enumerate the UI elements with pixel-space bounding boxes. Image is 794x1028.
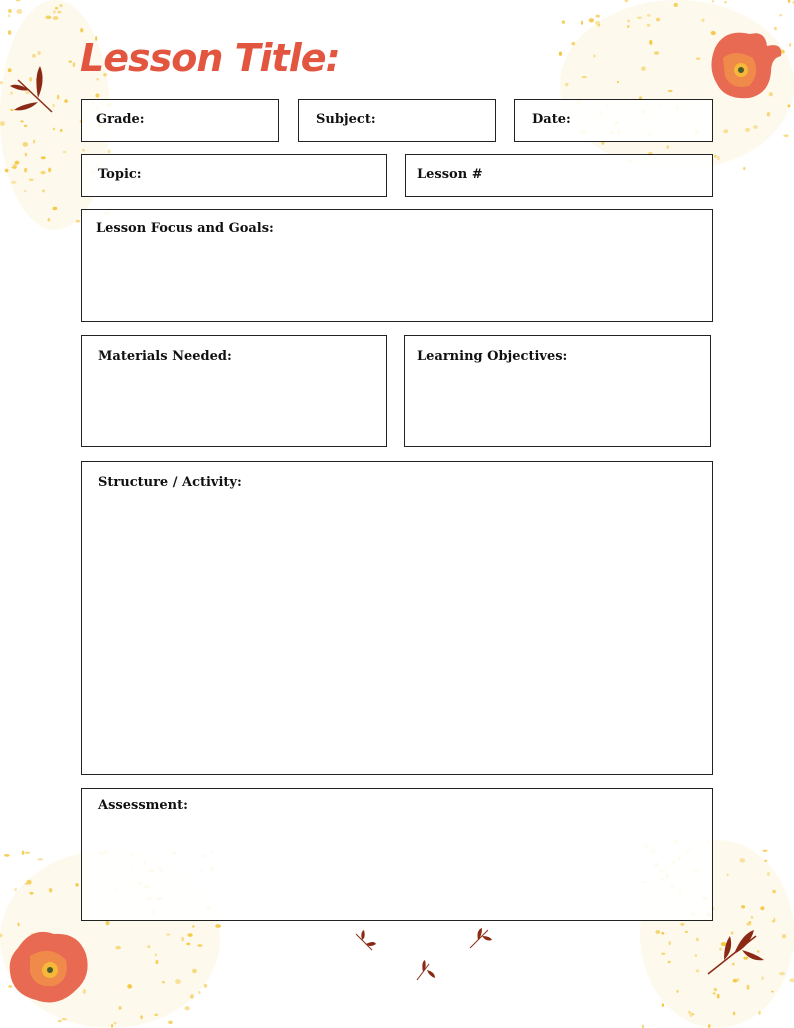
speckle-dot: [42, 189, 45, 192]
speckle-dot: [654, 51, 659, 54]
speckle-dot: [565, 83, 569, 87]
speckle-dot: [192, 925, 194, 927]
speckle-dot: [192, 969, 197, 974]
grade-label: Grade:: [96, 112, 145, 127]
speckle-dot: [114, 1022, 117, 1024]
speckle-dot: [41, 156, 46, 159]
speckle-dot: [627, 25, 630, 28]
speckle-dot: [147, 945, 150, 948]
speckle-dot: [763, 850, 768, 852]
speckle-dot: [649, 40, 652, 45]
speckle-dot: [748, 921, 751, 923]
speckle-dot: [198, 991, 200, 994]
speckle-dot: [15, 161, 20, 165]
speckle-dot: [23, 142, 29, 147]
speckle-dot: [733, 979, 738, 983]
speckle-dot: [55, 7, 59, 10]
speckle-dot: [717, 994, 720, 999]
speckle-dot: [20, 120, 23, 122]
speckle-dot: [75, 883, 78, 887]
speckle-dot: [16, 0, 20, 1]
speckle-dot: [668, 961, 671, 963]
speckle-dot: [647, 14, 651, 17]
speckle-dot: [82, 149, 85, 152]
speckle-dot: [155, 960, 158, 964]
subject-label: Subject:: [316, 112, 376, 127]
small-leaf-icon: [413, 958, 437, 982]
speckle-dot: [30, 892, 34, 895]
speckle-dot: [758, 1011, 760, 1015]
speckle-dot: [80, 28, 83, 32]
grade-field[interactable]: [81, 99, 279, 142]
speckle-dot: [789, 978, 794, 982]
speckle-dot: [58, 11, 62, 13]
speckle-dot: [559, 51, 562, 55]
speckle-dot: [40, 171, 45, 175]
speckle-dot: [119, 1006, 122, 1009]
speckle-dot: [771, 991, 773, 993]
speckle-dot: [17, 9, 23, 14]
speckle-dot: [60, 129, 62, 132]
speckle-dot: [48, 168, 51, 173]
speckle-dot: [4, 854, 10, 857]
speckle-dot: [29, 179, 34, 181]
speckle-dot: [8, 14, 11, 17]
speckle-dot: [197, 944, 202, 947]
speckle-dot: [641, 66, 646, 71]
speckle-dot: [582, 76, 587, 78]
speckle-dot: [37, 858, 43, 860]
speckle-dot: [751, 916, 754, 919]
materials-field[interactable]: [81, 335, 387, 447]
speckle-dot: [741, 905, 745, 909]
speckle-dot: [696, 58, 701, 60]
subject-field[interactable]: [298, 99, 496, 142]
speckle-dot: [215, 924, 221, 928]
speckle-dot: [562, 20, 565, 24]
speckle-dot: [714, 988, 718, 991]
leaf-sprig-icon: [8, 60, 58, 116]
speckle-dot: [166, 933, 170, 935]
speckle-dot: [713, 992, 716, 994]
speckle-dot: [22, 851, 25, 855]
speckle-dot: [11, 181, 17, 184]
speckle-dot: [783, 134, 789, 137]
speckle-dot: [701, 19, 704, 22]
speckle-dot: [95, 94, 99, 98]
speckle-dot: [737, 978, 740, 982]
speckle-dot: [745, 128, 750, 132]
speckle-dot: [155, 953, 157, 956]
speckle-dot: [668, 90, 673, 92]
speckle-dot: [708, 1024, 711, 1028]
speckle-dot: [25, 852, 30, 854]
structure-activity-label: Structure / Activity:: [98, 475, 242, 490]
speckle-dot: [73, 62, 76, 67]
speckle-dot: [62, 1018, 67, 1020]
speckle-dot: [724, 1, 727, 3]
focus-goals-field[interactable]: [81, 209, 713, 322]
speckle-dot: [746, 923, 751, 926]
speckle-dot: [186, 943, 190, 946]
speckle-dot: [779, 14, 782, 16]
speckle-dot: [767, 872, 770, 876]
topic-field[interactable]: [81, 154, 387, 197]
objectives-label: Learning Objectives:: [417, 349, 568, 364]
speckle-dot: [47, 218, 50, 221]
speckle-dot: [589, 18, 594, 22]
speckle-dot: [581, 21, 583, 25]
speckle-dot: [25, 153, 28, 157]
speckle-dot: [190, 994, 194, 998]
speckle-dot: [596, 15, 600, 18]
speckle-dot: [162, 981, 165, 983]
speckle-dot: [49, 888, 53, 893]
speckle-dot: [676, 990, 679, 993]
speckle-dot: [617, 81, 619, 83]
speckle-dot: [661, 953, 665, 955]
speckle-dot: [695, 954, 697, 957]
speckle-dot: [108, 150, 111, 154]
speckle-dot: [674, 3, 678, 7]
speckle-dot: [24, 168, 27, 173]
speckle-dot: [63, 151, 67, 153]
speckle-dot: [175, 979, 181, 984]
speckle-dot: [772, 920, 776, 922]
speckle-dot: [667, 145, 669, 148]
speckle-dot: [181, 937, 184, 942]
speckle-dot: [53, 128, 55, 131]
focus-goals-label: Lesson Focus and Goals:: [96, 221, 274, 236]
speckle-dot: [669, 941, 671, 945]
speckle-dot: [184, 1006, 189, 1010]
speckle-dot: [187, 933, 192, 937]
speckle-dot: [14, 888, 17, 892]
speckle-dot: [767, 112, 770, 116]
speckle-dot: [779, 972, 785, 976]
leaf-sprig-icon: [706, 928, 766, 976]
speckle-dot: [733, 1012, 736, 1016]
speckle-dot: [788, 0, 790, 3]
speckle-dot: [5, 169, 9, 173]
speckle-dot: [106, 921, 110, 926]
speckle-dot: [115, 946, 121, 949]
speckle-dot: [32, 54, 36, 58]
speckle-dot: [656, 18, 660, 22]
speckle-dot: [685, 931, 688, 933]
lesson-number-label: Lesson #: [417, 167, 483, 182]
speckle-dot: [59, 4, 62, 7]
speckle-dot: [64, 99, 68, 103]
speckle-dot: [571, 42, 575, 46]
speckle-dot: [38, 51, 41, 55]
speckle-dot: [692, 1013, 694, 1015]
speckle-dot: [593, 54, 595, 57]
speckle-dot: [662, 1003, 664, 1007]
speckle-dot: [154, 1014, 158, 1016]
speckle-dot: [53, 16, 59, 20]
speckle-dot: [714, 155, 716, 158]
speckle-dot: [45, 16, 51, 20]
speckle-dot: [33, 140, 35, 144]
speckle-dot: [53, 207, 58, 210]
speckle-dot: [743, 167, 745, 170]
small-leaf-icon: [352, 930, 376, 954]
speckle-dot: [764, 860, 767, 862]
speckle-dot: [696, 938, 699, 941]
speckle-dot: [680, 923, 684, 926]
date-field[interactable]: [514, 99, 713, 142]
poppy-flower-icon: [705, 28, 785, 104]
speckle-dot: [204, 984, 208, 988]
speckle-dot: [753, 125, 758, 129]
speckle-dot: [53, 10, 56, 13]
speckle-dot: [168, 1021, 172, 1024]
speckle-dot: [625, 0, 629, 2]
topic-label: Topic:: [98, 167, 142, 182]
speckle-dot: [761, 976, 763, 980]
speckle-dot: [655, 930, 660, 934]
speckle-dot: [789, 43, 791, 47]
speckle-dot: [696, 969, 700, 972]
speckle-dot: [140, 1015, 142, 1019]
poppy-flower-icon: [6, 924, 92, 1008]
speckle-dot: [58, 1020, 62, 1023]
speckle-dot: [111, 1024, 113, 1027]
speckle-dot: [760, 906, 764, 910]
speckle-dot: [787, 104, 790, 107]
speckle-dot: [13, 164, 17, 169]
speckle-dot: [24, 125, 27, 127]
speckle-dot: [723, 129, 728, 133]
speckle-dot: [647, 24, 650, 27]
speckle-dot: [717, 156, 720, 160]
speckle-dot: [747, 985, 750, 990]
speckle-dot: [627, 20, 629, 23]
speckle-dot: [739, 858, 745, 863]
speckle-dot: [26, 880, 31, 885]
speckle-dot: [24, 190, 27, 192]
speckle-dot: [712, 0, 714, 3]
speckle-dot: [595, 21, 600, 25]
speckle-dot: [8, 9, 12, 13]
speckle-dot: [727, 874, 729, 877]
assessment-field[interactable]: [81, 788, 713, 921]
structure-activity-field[interactable]: [81, 461, 713, 775]
speckle-dot: [8, 30, 12, 35]
materials-label: Materials Needed:: [98, 349, 232, 364]
date-label: Date:: [532, 112, 571, 127]
speckle-dot: [127, 984, 132, 988]
speckle-dot: [661, 932, 664, 935]
speckle-dot: [772, 890, 776, 894]
objectives-field[interactable]: [404, 335, 711, 447]
lesson-title-heading: Lesson Title:: [80, 36, 340, 80]
speckle-dot: [76, 220, 80, 223]
small-leaf-icon: [466, 926, 492, 950]
assessment-label: Assessment:: [98, 798, 188, 813]
speckle-dot: [637, 17, 642, 20]
speckle-dot: [782, 934, 786, 938]
lesson-number-field[interactable]: [405, 154, 713, 197]
speckle-dot: [69, 61, 72, 63]
